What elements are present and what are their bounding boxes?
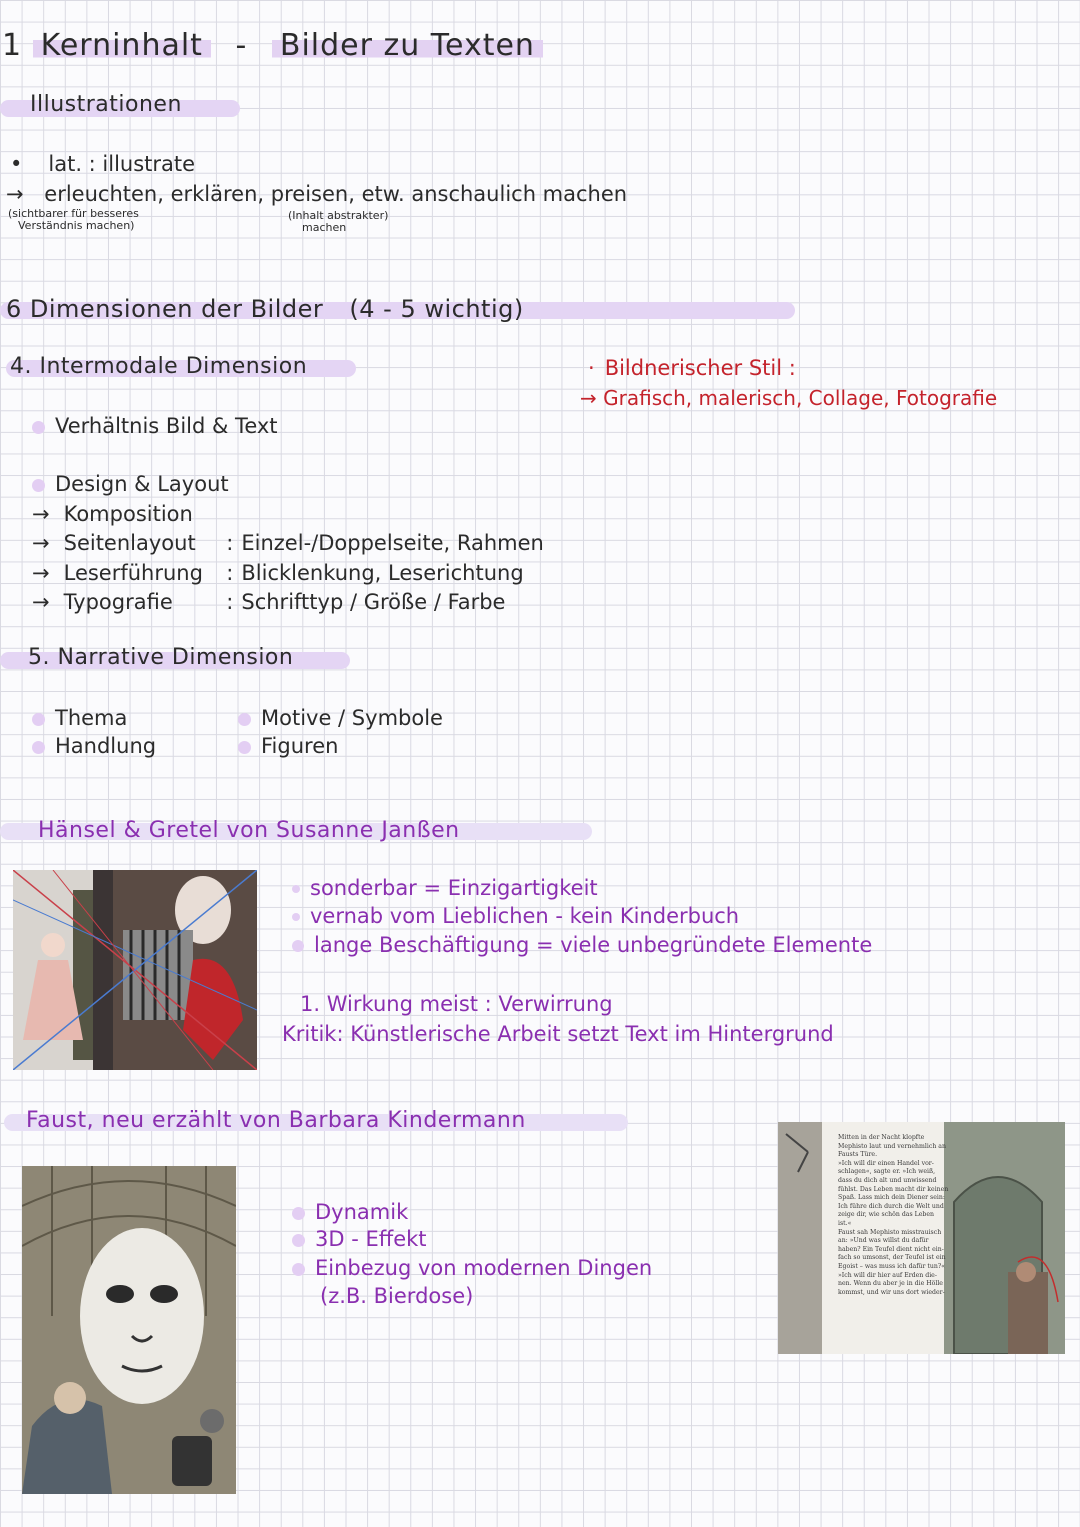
haensel-wirkung: 1. Wirkung meist : Verwirrung <box>300 992 613 1016</box>
dim5-col2-item2: Figuren <box>238 734 338 758</box>
haensel-point-1: sonderbar = Einzigartigkeit <box>292 876 598 900</box>
bullet-icon <box>292 913 300 921</box>
title-right: Bilder zu Texten <box>272 28 543 63</box>
dim4-heading: 4. Intermodale Dimension <box>10 354 308 379</box>
bildstil-line: → Grafisch, malerisch, Collage, Fotografie <box>580 386 998 410</box>
bullet-icon <box>32 479 45 492</box>
section-heading-illustrationen: Illustrationen <box>30 92 182 117</box>
book-page-text: Mitten in der Nacht klopfte Mephisto laut und vernehmlich an Fausts Türe. »Ich will dir einen Handel vor- schlagen«, sagte er. »Ich weiß, dass du dich alt und unwissend fühlst. Das Leben macht dir keinen Spaß. Lass mich dein Diener sein: Ich führe dich durch die Welt und zeige dir, wie schön das Leben ist.« Faust sah Mephisto misstrauisch an: »Und was willst du dafür haben? Ein Teufel dient nicht ein- fach so umsonst, der Teufel ist ein Egoist – was muss ich dafür tun?« »Ich will dir hier auf Erden die- nen. Wenn du aber je in die Hölle kommst, und wir uns dort wieder- <box>838 1134 949 1296</box>
haensel-heading: Hänsel & Gretel von Susanne Janßen <box>38 818 460 843</box>
bullet-icon <box>238 741 251 754</box>
dim5-heading: 5. Narrative Dimension <box>28 645 294 670</box>
dim4-item-design: Design & Layout <box>32 472 229 496</box>
dim4-arrow-typografie: → Typografie : Schrifttyp / Größe / Farbe <box>32 590 506 614</box>
bullet-icon <box>292 885 300 893</box>
faust-example: (z.B. Bierdose) <box>320 1284 474 1308</box>
bullet-icon <box>32 741 45 754</box>
haensel-gretel-illustration <box>13 870 257 1070</box>
title-number: 1 <box>2 28 23 63</box>
bullet-icon <box>292 940 304 952</box>
bildstil-heading: · Bildnerischer Stil : <box>588 356 796 380</box>
haensel-point-3: lange Beschäftigung = viele unbegründete Elemente <box>292 933 872 957</box>
bullet-icon <box>238 713 251 726</box>
dim4-arrow-seitenlayout: → Seitenlayout : Einzel-/Doppelseite, Rahmen <box>32 531 544 555</box>
dim4-arrow-leserfuehrung: → Leserführung : Blicklenkung, Leserichtung <box>32 561 524 585</box>
page-title <box>2 28 543 63</box>
note-sichtbarer: (sichtbarer für besseres Verständnis machen) <box>8 207 139 232</box>
haensel-point-2: vernab vom Lieblichen - kein Kinderbuch <box>292 904 739 928</box>
faust-image <box>22 1166 236 1494</box>
dim5-col1-item1: Thema <box>32 706 127 730</box>
faust-point-1: Dynamik <box>292 1200 408 1224</box>
dimensions-heading: 6 Dimensionen der Bilder (4 - 5 wichtig) <box>6 295 524 323</box>
dim4-arrow-komposition: → Komposition <box>32 502 193 526</box>
dim5-col2-item1: Motive / Symbole <box>238 706 443 730</box>
faust-illustration <box>22 1166 236 1494</box>
dim4-item-verhaeltnis: Verhältnis Bild & Text <box>32 414 278 438</box>
faust-point-3: Einbezug von modernen Dingen <box>292 1256 652 1280</box>
illustrate-bullet: • lat. : illustrate <box>10 152 196 176</box>
faust-book-photo <box>778 1122 1065 1354</box>
bullet-icon <box>292 1207 305 1220</box>
title-left: Kerninhalt <box>33 28 211 63</box>
bullet-icon <box>292 1263 305 1276</box>
title-dash: - <box>235 28 248 63</box>
note-abstrakter: (Inhalt abstrakter) machen <box>288 209 389 234</box>
faust-heading: Faust, neu erzählt von Barbara Kindermann <box>26 1108 526 1133</box>
haensel-gretel-image <box>13 870 257 1070</box>
dim5-col1-item2: Handlung <box>32 734 156 758</box>
haensel-kritik: Kritik: Künstlerische Arbeit setzt Text im Hintergrund <box>282 1022 834 1046</box>
bullet-icon <box>32 421 45 434</box>
bullet-icon <box>32 713 45 726</box>
illustrate-meanings: → erleuchten, erklären, preisen, etw. anschaulich machen <box>6 182 628 206</box>
bullet-icon <box>292 1234 305 1247</box>
faust-point-2: 3D - Effekt <box>292 1227 427 1251</box>
